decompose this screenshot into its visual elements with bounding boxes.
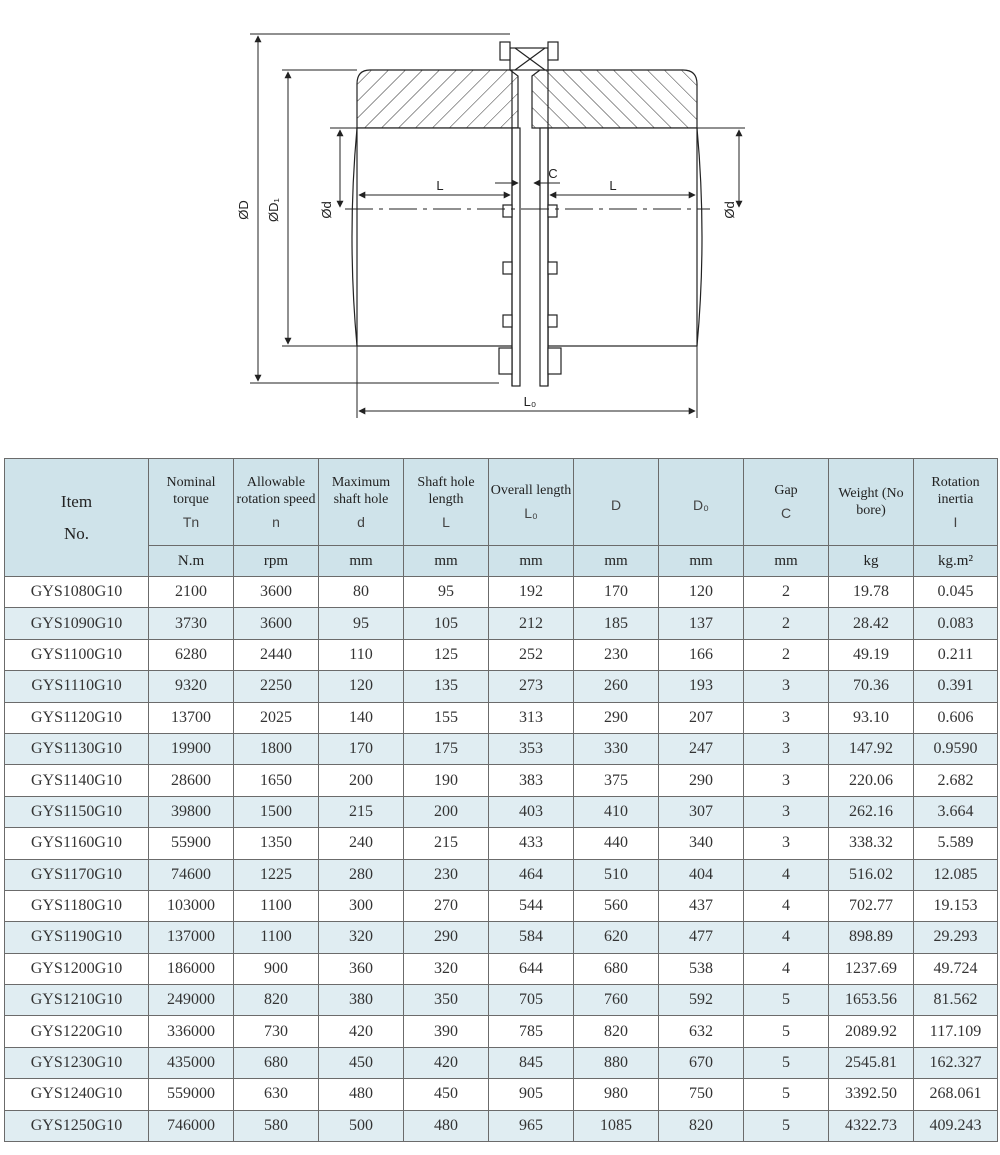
- table-cell: 230: [404, 859, 489, 890]
- table-cell: 730: [234, 1016, 319, 1047]
- table-cell: 49.19: [829, 639, 914, 670]
- item-no-cell: GYS1190G10: [5, 922, 149, 953]
- header-rotation-inertia: Rotation inertia I: [914, 459, 998, 546]
- table-cell: 290: [404, 922, 489, 953]
- table-cell: 375: [574, 765, 659, 796]
- table-cell: 2: [744, 639, 829, 670]
- table-cell: 3: [744, 796, 829, 827]
- table-cell: 435000: [149, 1047, 234, 1078]
- table-cell: 420: [404, 1047, 489, 1078]
- table-cell: 185: [574, 608, 659, 639]
- table-cell: 135: [404, 671, 489, 702]
- header-D: D: [574, 459, 659, 546]
- unit-cell: kg: [829, 546, 914, 577]
- table-cell: 480: [404, 1110, 489, 1141]
- table-cell: 230: [574, 639, 659, 670]
- table-cell: 450: [404, 1079, 489, 1110]
- table-row: [5, 765, 998, 796]
- table-row: [5, 922, 998, 953]
- table-cell: 215: [319, 796, 404, 827]
- label-D1: ØD₁: [266, 198, 281, 222]
- table-cell: 190: [404, 765, 489, 796]
- table-cell: 680: [234, 1047, 319, 1078]
- unit-cell: mm: [744, 546, 829, 577]
- unit-cell: mm: [659, 546, 744, 577]
- table-cell: 702.77: [829, 890, 914, 921]
- header-overall-length: Overall length L₀: [489, 459, 574, 546]
- table-cell: 212: [489, 608, 574, 639]
- table-cell: 1800: [234, 733, 319, 764]
- table-cell: 560: [574, 890, 659, 921]
- table-cell: 13700: [149, 702, 234, 733]
- table-cell: 29.293: [914, 922, 998, 953]
- table-cell: 5: [744, 1079, 829, 1110]
- table-cell: 5: [744, 1016, 829, 1047]
- header-row: [5, 459, 998, 546]
- table-cell: 55900: [149, 828, 234, 859]
- table-cell: 584: [489, 922, 574, 953]
- table-cell: 403: [489, 796, 574, 827]
- item-no-cell: GYS1200G10: [5, 953, 149, 984]
- table-row: [5, 1047, 998, 1078]
- table-body: [5, 577, 998, 1142]
- table-row: [5, 577, 998, 608]
- table-cell: 5: [744, 1110, 829, 1141]
- header-weight: Weight (No bore): [829, 459, 914, 546]
- table-cell: 1100: [234, 922, 319, 953]
- table-cell: 262.16: [829, 796, 914, 827]
- table-cell: 81.562: [914, 985, 998, 1016]
- table-cell: 290: [659, 765, 744, 796]
- table-cell: 592: [659, 985, 744, 1016]
- table-cell: 320: [319, 922, 404, 953]
- table-cell: 12.085: [914, 859, 998, 890]
- unit-cell: rpm: [234, 546, 319, 577]
- table-cell: 383: [489, 765, 574, 796]
- table-cell: 80: [319, 577, 404, 608]
- table-cell: 117.109: [914, 1016, 998, 1047]
- table-cell: 120: [319, 671, 404, 702]
- table-cell: 110: [319, 639, 404, 670]
- table-row: [5, 828, 998, 859]
- table-cell: 330: [574, 733, 659, 764]
- table-cell: 1653.56: [829, 985, 914, 1016]
- table-cell: 137: [659, 608, 744, 639]
- table-cell: 538: [659, 953, 744, 984]
- table-cell: 4: [744, 859, 829, 890]
- table-cell: 580: [234, 1110, 319, 1141]
- table-cell: 74600: [149, 859, 234, 890]
- table-cell: 905: [489, 1079, 574, 1110]
- table-cell: 1650: [234, 765, 319, 796]
- table-cell: 3600: [234, 577, 319, 608]
- table-cell: 0.391: [914, 671, 998, 702]
- table-cell: 2025: [234, 702, 319, 733]
- item-no-cell: GYS1170G10: [5, 859, 149, 890]
- header-gap: Gap C: [744, 459, 829, 546]
- table-cell: 900: [234, 953, 319, 984]
- table-cell: 820: [234, 985, 319, 1016]
- table-cell: 1500: [234, 796, 319, 827]
- table-cell: 186000: [149, 953, 234, 984]
- table-row: [5, 890, 998, 921]
- table-cell: 437: [659, 890, 744, 921]
- label-D: ØD: [236, 200, 251, 220]
- table-cell: 0.083: [914, 608, 998, 639]
- table-row: [5, 985, 998, 1016]
- item-no-cell: GYS1240G10: [5, 1079, 149, 1110]
- table-cell: 965: [489, 1110, 574, 1141]
- left-hub: [357, 128, 518, 346]
- table-cell: 705: [489, 985, 574, 1016]
- table-cell: 0.045: [914, 577, 998, 608]
- table-cell: 2089.92: [829, 1016, 914, 1047]
- left-flange: [512, 128, 520, 386]
- table-cell: 5: [744, 1047, 829, 1078]
- unit-row: [5, 546, 998, 577]
- table-cell: 249000: [149, 985, 234, 1016]
- unit-cell: N.m: [149, 546, 234, 577]
- unit-cell: mm: [574, 546, 659, 577]
- table-cell: 162.327: [914, 1047, 998, 1078]
- table-cell: 140: [319, 702, 404, 733]
- label-C: C: [548, 166, 558, 181]
- table-cell: 680: [574, 953, 659, 984]
- table-cell: 19.78: [829, 577, 914, 608]
- table-cell: 410: [574, 796, 659, 827]
- table-row: [5, 859, 998, 890]
- table-cell: 440: [574, 828, 659, 859]
- table-cell: 70.36: [829, 671, 914, 702]
- label-d-right: Ød: [722, 201, 737, 219]
- table-cell: 5.589: [914, 828, 998, 859]
- table-cell: 125: [404, 639, 489, 670]
- item-no-cell: GYS1160G10: [5, 828, 149, 859]
- right-hub-section: [532, 70, 697, 128]
- table-cell: 559000: [149, 1079, 234, 1110]
- header-item: Item No.: [5, 459, 149, 577]
- table-cell: 247: [659, 733, 744, 764]
- table-cell: 404: [659, 859, 744, 890]
- table-cell: 2100: [149, 577, 234, 608]
- table-cell: 166: [659, 639, 744, 670]
- table-cell: 4: [744, 890, 829, 921]
- item-no-cell: GYS1080G10: [5, 577, 149, 608]
- table-cell: 4322.73: [829, 1110, 914, 1141]
- table-cell: 49.724: [914, 953, 998, 984]
- table-cell: 220.06: [829, 765, 914, 796]
- header-shaft-hole-length: Shaft hole length L: [404, 459, 489, 546]
- coupling-drawing: [0, 0, 1000, 440]
- header-D0: D₀: [659, 459, 744, 546]
- table-cell: 409.243: [914, 1110, 998, 1141]
- table-cell: 2545.81: [829, 1047, 914, 1078]
- table-cell: 670: [659, 1047, 744, 1078]
- table-cell: 300: [319, 890, 404, 921]
- table-cell: 785: [489, 1016, 574, 1047]
- table-cell: 290: [574, 702, 659, 733]
- table-row: [5, 671, 998, 702]
- table-cell: 620: [574, 922, 659, 953]
- item-no-cell: GYS1100G10: [5, 639, 149, 670]
- table-cell: 9320: [149, 671, 234, 702]
- unit-cell: kg.m²: [914, 546, 998, 577]
- table-cell: 3: [744, 828, 829, 859]
- table-row: [5, 733, 998, 764]
- table-cell: 980: [574, 1079, 659, 1110]
- table-cell: 28600: [149, 765, 234, 796]
- table-cell: 632: [659, 1016, 744, 1047]
- coupling-body: [352, 42, 702, 386]
- unit-cell: mm: [404, 546, 489, 577]
- table-row: [5, 608, 998, 639]
- table-cell: 93.10: [829, 702, 914, 733]
- table-cell: 464: [489, 859, 574, 890]
- label-L0: L₀: [523, 394, 537, 409]
- table-row: [5, 953, 998, 984]
- table-cell: 200: [319, 765, 404, 796]
- item-no-cell: GYS1230G10: [5, 1047, 149, 1078]
- table-cell: 820: [574, 1016, 659, 1047]
- table-cell: 95: [404, 577, 489, 608]
- table-row: [5, 796, 998, 827]
- table-cell: 192: [489, 577, 574, 608]
- table-cell: 420: [319, 1016, 404, 1047]
- table-cell: 0.211: [914, 639, 998, 670]
- table-cell: 760: [574, 985, 659, 1016]
- header-rotation-speed: Allowable rotation speed n: [234, 459, 319, 546]
- table-cell: 3392.50: [829, 1079, 914, 1110]
- item-no-cell: GYS1250G10: [5, 1110, 149, 1141]
- table-cell: 3: [744, 765, 829, 796]
- table-cell: 215: [404, 828, 489, 859]
- table-cell: 544: [489, 890, 574, 921]
- item-no-cell: GYS1220G10: [5, 1016, 149, 1047]
- table-cell: 120: [659, 577, 744, 608]
- table-cell: 845: [489, 1047, 574, 1078]
- table-cell: 3730: [149, 608, 234, 639]
- item-no-cell: GYS1110G10: [5, 671, 149, 702]
- table-cell: 820: [659, 1110, 744, 1141]
- label-L-left: L: [436, 178, 444, 193]
- table-cell: 28.42: [829, 608, 914, 639]
- table-row: [5, 1079, 998, 1110]
- unit-cell: mm: [319, 546, 404, 577]
- right-flange: [540, 128, 548, 386]
- table-cell: 240: [319, 828, 404, 859]
- left-hub-section: [357, 70, 518, 128]
- table-cell: 105: [404, 608, 489, 639]
- table-cell: 630: [234, 1079, 319, 1110]
- table-cell: 644: [489, 953, 574, 984]
- item-no-cell: GYS1150G10: [5, 796, 149, 827]
- table-cell: 3600: [234, 608, 319, 639]
- table-cell: 307: [659, 796, 744, 827]
- table-cell: 170: [319, 733, 404, 764]
- table-cell: 3: [744, 702, 829, 733]
- header-max-shaft-hole: Maximum shaft hole d: [319, 459, 404, 546]
- table-cell: 898.89: [829, 922, 914, 953]
- table-cell: 4: [744, 953, 829, 984]
- table-cell: 252: [489, 639, 574, 670]
- table-cell: 746000: [149, 1110, 234, 1141]
- table-cell: 4: [744, 922, 829, 953]
- table-cell: 137000: [149, 922, 234, 953]
- item-no-cell: GYS1180G10: [5, 890, 149, 921]
- table-row: [5, 1110, 998, 1141]
- table-cell: 313: [489, 702, 574, 733]
- table-cell: 170: [574, 577, 659, 608]
- table-cell: 750: [659, 1079, 744, 1110]
- table-cell: 175: [404, 733, 489, 764]
- table-cell: 433: [489, 828, 574, 859]
- table-row: [5, 702, 998, 733]
- table-cell: 516.02: [829, 859, 914, 890]
- table-cell: 1237.69: [829, 953, 914, 984]
- item-no-cell: GYS1090G10: [5, 608, 149, 639]
- table-cell: 338.32: [829, 828, 914, 859]
- table-cell: 147.92: [829, 733, 914, 764]
- table-cell: 19900: [149, 733, 234, 764]
- table-cell: 260: [574, 671, 659, 702]
- item-no-cell: GYS1140G10: [5, 765, 149, 796]
- table-cell: 450: [319, 1047, 404, 1078]
- right-hub: [548, 128, 697, 346]
- table-cell: 273: [489, 671, 574, 702]
- table-cell: 500: [319, 1110, 404, 1141]
- table-cell: 103000: [149, 890, 234, 921]
- table-cell: 510: [574, 859, 659, 890]
- table-cell: 477: [659, 922, 744, 953]
- unit-cell: mm: [489, 546, 574, 577]
- table-cell: 0.606: [914, 702, 998, 733]
- spec-table: [4, 458, 998, 1142]
- item-no-cell: GYS1130G10: [5, 733, 149, 764]
- table-cell: 353: [489, 733, 574, 764]
- label-d-left: Ød: [319, 201, 334, 219]
- table-cell: 2250: [234, 671, 319, 702]
- table-cell: 320: [404, 953, 489, 984]
- table-row: [5, 1016, 998, 1047]
- table-cell: 155: [404, 702, 489, 733]
- table-cell: 2.682: [914, 765, 998, 796]
- label-L-right: L: [609, 178, 617, 193]
- table-cell: 390: [404, 1016, 489, 1047]
- table-cell: 880: [574, 1047, 659, 1078]
- table-cell: 1350: [234, 828, 319, 859]
- table-cell: 360: [319, 953, 404, 984]
- item-no-cell: GYS1120G10: [5, 702, 149, 733]
- table-cell: 340: [659, 828, 744, 859]
- table-cell: 193: [659, 671, 744, 702]
- table-cell: 350: [404, 985, 489, 1016]
- table-row: [5, 639, 998, 670]
- table-cell: 39800: [149, 796, 234, 827]
- table-cell: 1085: [574, 1110, 659, 1141]
- table-cell: 207: [659, 702, 744, 733]
- table-cell: 268.061: [914, 1079, 998, 1110]
- table-cell: 2440: [234, 639, 319, 670]
- table-cell: 480: [319, 1079, 404, 1110]
- item-no-cell: GYS1210G10: [5, 985, 149, 1016]
- table-cell: 95: [319, 608, 404, 639]
- table-cell: 3.664: [914, 796, 998, 827]
- table-cell: 280: [319, 859, 404, 890]
- table-cell: 5: [744, 985, 829, 1016]
- table-cell: 6280: [149, 639, 234, 670]
- table-cell: 270: [404, 890, 489, 921]
- table-cell: 1100: [234, 890, 319, 921]
- header-nominal-torque: Nominal torque Tn: [149, 459, 234, 546]
- table-cell: 2: [744, 608, 829, 639]
- table-cell: 0.9590: [914, 733, 998, 764]
- table-cell: 200: [404, 796, 489, 827]
- table-cell: 336000: [149, 1016, 234, 1047]
- table-cell: 3: [744, 733, 829, 764]
- table-cell: 1225: [234, 859, 319, 890]
- table-cell: 2: [744, 577, 829, 608]
- table-cell: 380: [319, 985, 404, 1016]
- table-cell: 3: [744, 671, 829, 702]
- table-cell: 19.153: [914, 890, 998, 921]
